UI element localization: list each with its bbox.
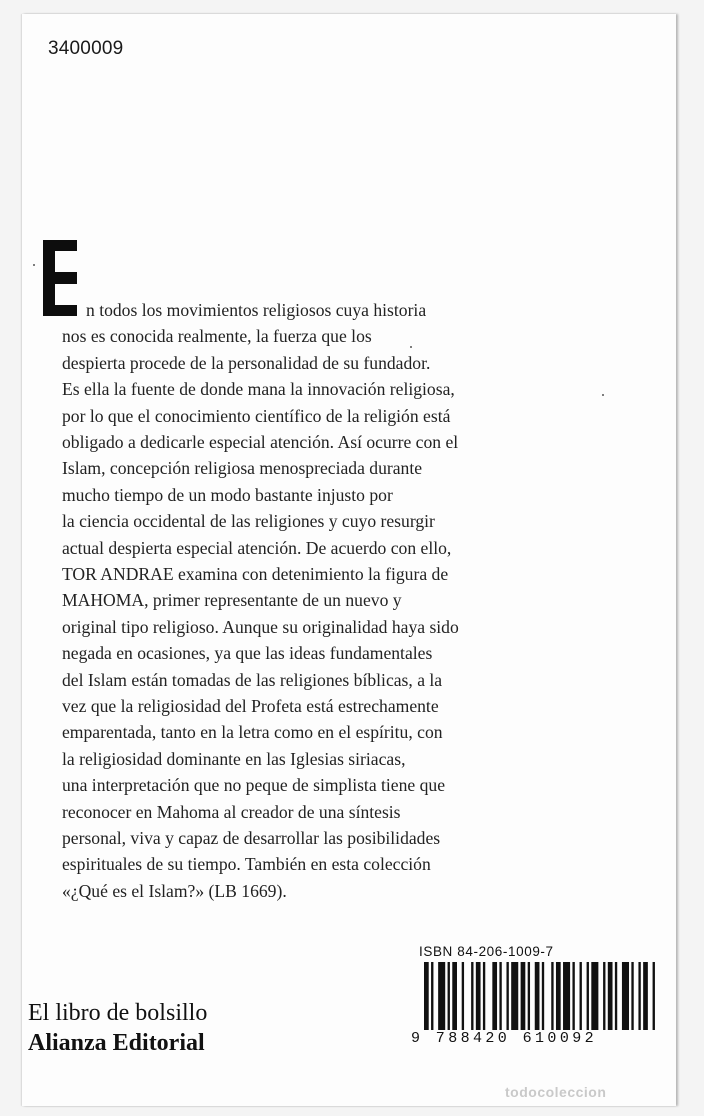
blurb-line: Es ella la fuente de donde mana la innovación religiosa, [62,379,455,400]
blurb-line: vez que la religiosidad del Profeta está estrechamente [62,696,439,716]
catalog-number: 3400009 [48,38,124,59]
blurb-line: del Islam están tomadas de las religiones bíblicas, a la [62,669,443,690]
blurb-line: una interpretación que no peque de simplista tiene que [62,775,446,796]
blurb-line: TOR ANDRAE examina con detenimiento la figura de [62,564,449,584]
print-speck [410,346,412,348]
blurb-line: nos es conocida realmente, la fuerza que los [62,326,372,347]
blurb-line: mucho tiempo de un modo bastante injusto por [62,484,393,505]
blurb-line: n todos los movimientos religiosos cuya historia [86,300,427,320]
blurb-line: espirituales de su tiempo. También en esta colección [62,854,431,875]
blurb-line: Islam, concepción religiosa menospreciada durante [62,458,423,479]
blurb-line: MAHOMA, primer representante de un nuevo y [62,590,402,611]
blurb-line: emparentada, tanto en la letra como en el espíritu, con [62,722,443,743]
series-name: El libro de bolsillo [28,1000,208,1026]
blurb-line: personal, viva y capaz de desarrollar las posibilidades [62,828,441,848]
blurb-line: la ciencia occidental de las religiones y cuyo resurgir [62,511,435,532]
blurb-line: original tipo religioso. Aunque su originalidad haya sido [62,616,459,637]
print-speck [602,394,604,396]
isbn: ISBN 84-206-1009-7 [419,944,554,959]
barcode [424,962,662,1030]
blurb-line: actual despierta especial atención. De acuerdo con ello, [62,537,452,558]
blurb-line: reconocer en Mahoma al creador de una síntesis [62,801,401,822]
blurb-line: obligado a dedicarle especial atención. Así ocurre con el [62,432,459,452]
barcode-digits: 9 788420 610092 [411,1030,598,1047]
blurb-line: la religiosidad dominante en las Iglesias siriacas, [62,748,406,769]
blurb-line: «¿Qué es el Islam?» (LB 1669). [62,880,287,901]
blurb-line: negada en ocasiones, ya que las ideas fundamentales [62,643,433,664]
drop-cap-letter [43,240,44,241]
blurb-line: despierta procede de la personalidad de su fundador. [62,352,431,373]
print-speck [33,264,35,266]
watermark: todocoleccion [505,1084,607,1100]
blurb-line: por lo que el conocimiento científico de la religión está [62,405,451,426]
publisher-name: Alianza Editorial [28,1030,205,1056]
